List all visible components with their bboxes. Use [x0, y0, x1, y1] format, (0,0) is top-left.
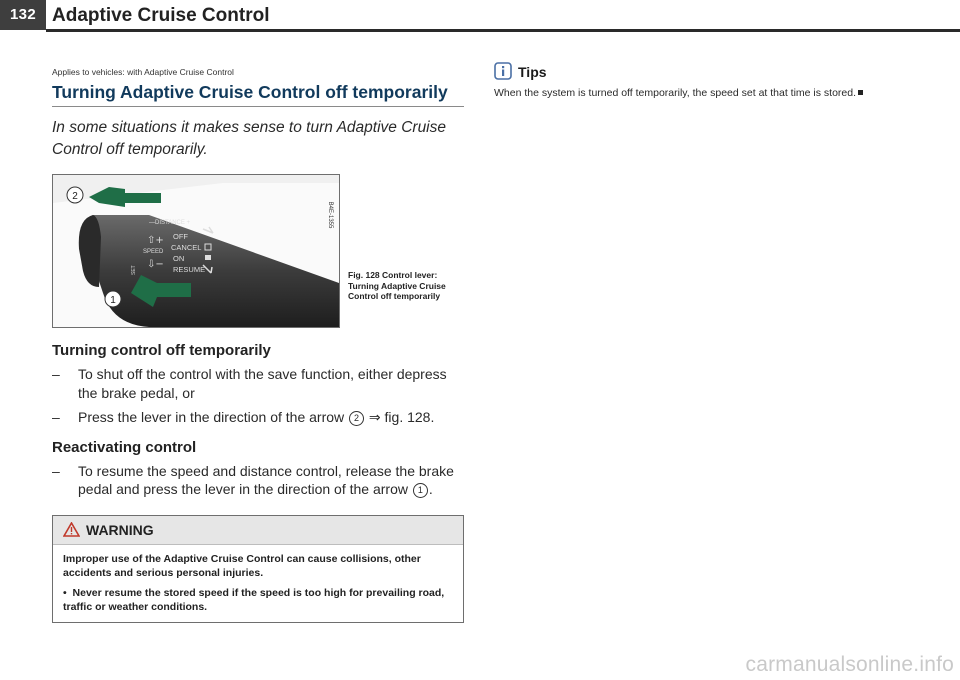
tips-header [494, 62, 894, 80]
figure-image [52, 174, 340, 328]
step-brake-text: To shut off the control with the save function, either depress the brake pedal, or [78, 366, 447, 401]
tips-text: When the system is turned off temporarily, the speed set at that time is stored. [494, 87, 857, 99]
set-label: SET [131, 265, 137, 275]
cancel-label: CANCEL [171, 243, 202, 252]
off-arrow-icon [203, 227, 213, 233]
speed-down-icon: ⇩− [147, 259, 164, 270]
arrow-2-number: 2 [72, 191, 78, 202]
page-number: 132 [10, 6, 36, 23]
section-title: Turning Adaptive Cruise Control off temporarily [52, 83, 464, 107]
on-label: ON [173, 254, 185, 263]
watermark: carmanualsonline.info [745, 653, 954, 676]
speed-up-icon: ⇧+ [147, 235, 164, 246]
resume-label: RESUME [173, 265, 206, 274]
arrow-1-ref: 1 [413, 483, 428, 498]
off-label: OFF [173, 232, 188, 241]
warning-bullet-item [63, 586, 453, 614]
step-resume-text: To resume the speed and distance control, release the brake pedal and press the lever in the direction of the arrow [78, 462, 454, 497]
left-column [52, 34, 464, 623]
info-icon [494, 62, 512, 80]
right-column [494, 62, 894, 100]
warning-label: WARNING [86, 521, 154, 538]
speed-label: SPEED [143, 249, 164, 255]
distance-label: —DISTANCE + [149, 220, 191, 226]
lever-tip [79, 215, 101, 287]
warning-bullet-text: Never resume the stored speed if the speed is too high for prevailing road, traffic or weather conditions. [63, 586, 445, 613]
step-press-lever-text: Press the lever in the direction of the arrow [78, 409, 345, 425]
figure-code: B4E-1355 [327, 201, 333, 229]
step-brake [52, 365, 464, 402]
page-number-tab [0, 0, 46, 30]
subheading-reactivate: Reactivating control [52, 438, 197, 456]
figure [52, 174, 464, 330]
warning-text: Improper use of the Adaptive Cruise Control can cause collisions, other accidents and serious personal injuries. [63, 552, 421, 579]
intro-text: In some situations it makes sense to turn Adaptive Cruise Control off temporarily. [52, 119, 447, 158]
applies-to-note: Applies to vehicles: with Adaptive Cruise Control [52, 67, 234, 77]
tips-body [494, 86, 894, 100]
step-resume [52, 462, 464, 499]
warning-box [52, 515, 464, 623]
figure-caption: Fig. 128 Control lever: Turning Adaptive Cruise Control off temporarily [348, 270, 446, 301]
header-rule [46, 29, 960, 32]
tips-label: Tips [518, 64, 547, 80]
dash-marker: – [52, 462, 60, 479]
step-resume-period: . [428, 481, 433, 497]
subheading-turn-off: Turning control off temporarily [52, 342, 271, 359]
arrow-1-number: 1 [110, 295, 116, 306]
figure-ref-link[interactable]: ⇒ fig. 128. [368, 409, 435, 425]
on-icon [205, 255, 211, 260]
arrow-2-ref: 2 [349, 411, 364, 426]
dash-marker: – [52, 409, 60, 425]
bullet-icon: • [63, 586, 67, 599]
step-press-lever [52, 408, 464, 427]
control-lever-illustration [53, 175, 339, 327]
dash-marker: – [52, 366, 60, 382]
warning-body [53, 545, 463, 622]
end-of-section-mark [858, 90, 863, 95]
warning-header [53, 516, 463, 545]
chapter-title: Adaptive Cruise Control [52, 5, 270, 26]
warning-triangle-icon [63, 522, 80, 537]
